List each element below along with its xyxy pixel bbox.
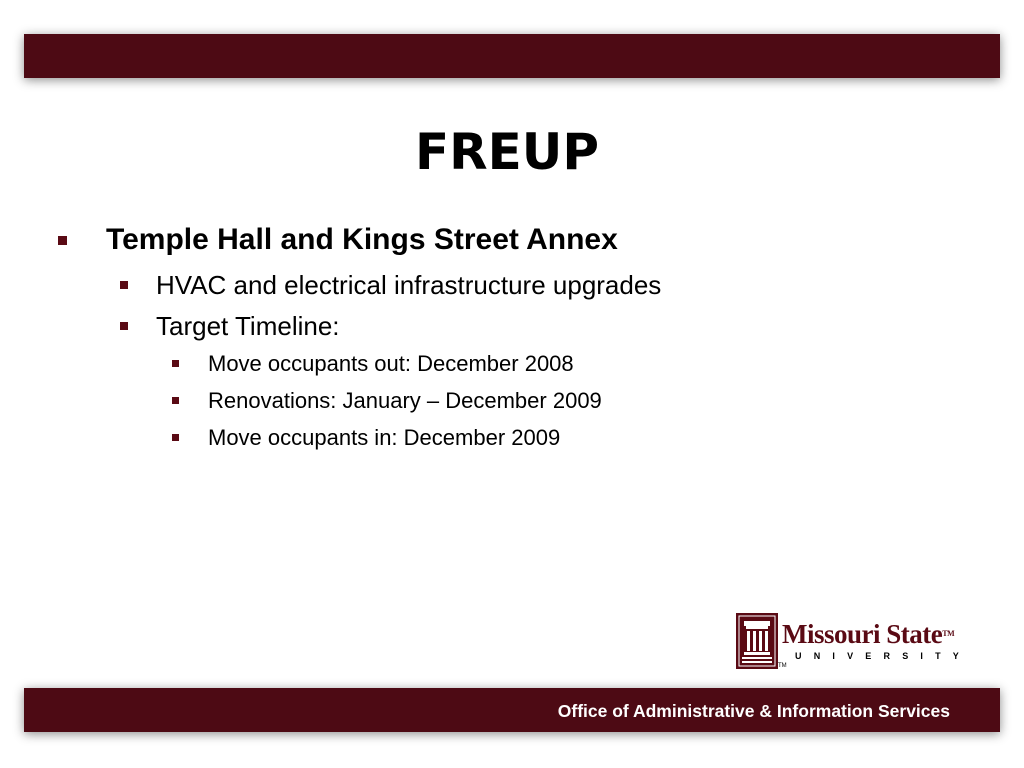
footer-text: Office of Administrative & Information Services bbox=[557, 701, 950, 721]
square-bullet-icon bbox=[172, 360, 179, 367]
logo-wordmark: Missouri State™ bbox=[782, 619, 955, 649]
bullet-text: Move occupants out: December 2008 bbox=[208, 351, 574, 376]
bullet-item-timeline bbox=[208, 350, 574, 378]
logo-subtitle: UNIVERSITY bbox=[795, 651, 972, 661]
square-bullet-icon bbox=[120, 322, 128, 330]
bullet-item-timeline bbox=[208, 387, 602, 415]
top-header-band bbox=[24, 34, 1000, 78]
bullet-text: Target Timeline: bbox=[156, 311, 340, 341]
bullet-item-timeline bbox=[208, 424, 560, 452]
bullet-text: HVAC and electrical infrastructure upgrades bbox=[156, 270, 662, 300]
bullet-text: Renovations: January – December 2009 bbox=[208, 388, 602, 413]
square-bullet-icon bbox=[172, 397, 179, 404]
square-bullet-icon bbox=[120, 281, 128, 289]
logo-tm-mark: TM bbox=[778, 663, 787, 669]
slide-title: FREUP bbox=[414, 123, 600, 181]
square-bullet-icon bbox=[58, 236, 67, 245]
university-logo bbox=[736, 613, 972, 671]
bullet-item-main bbox=[106, 221, 618, 259]
building-emblem-icon bbox=[736, 613, 778, 669]
bullet-item-sub bbox=[156, 269, 661, 301]
square-bullet-icon bbox=[172, 434, 179, 441]
bullet-text: Temple Hall and Kings Street Annex bbox=[106, 223, 618, 256]
bullet-text: Move occupants in: December 2009 bbox=[208, 425, 561, 450]
bullet-item-sub bbox=[156, 310, 340, 342]
footer-band bbox=[24, 688, 1000, 732]
